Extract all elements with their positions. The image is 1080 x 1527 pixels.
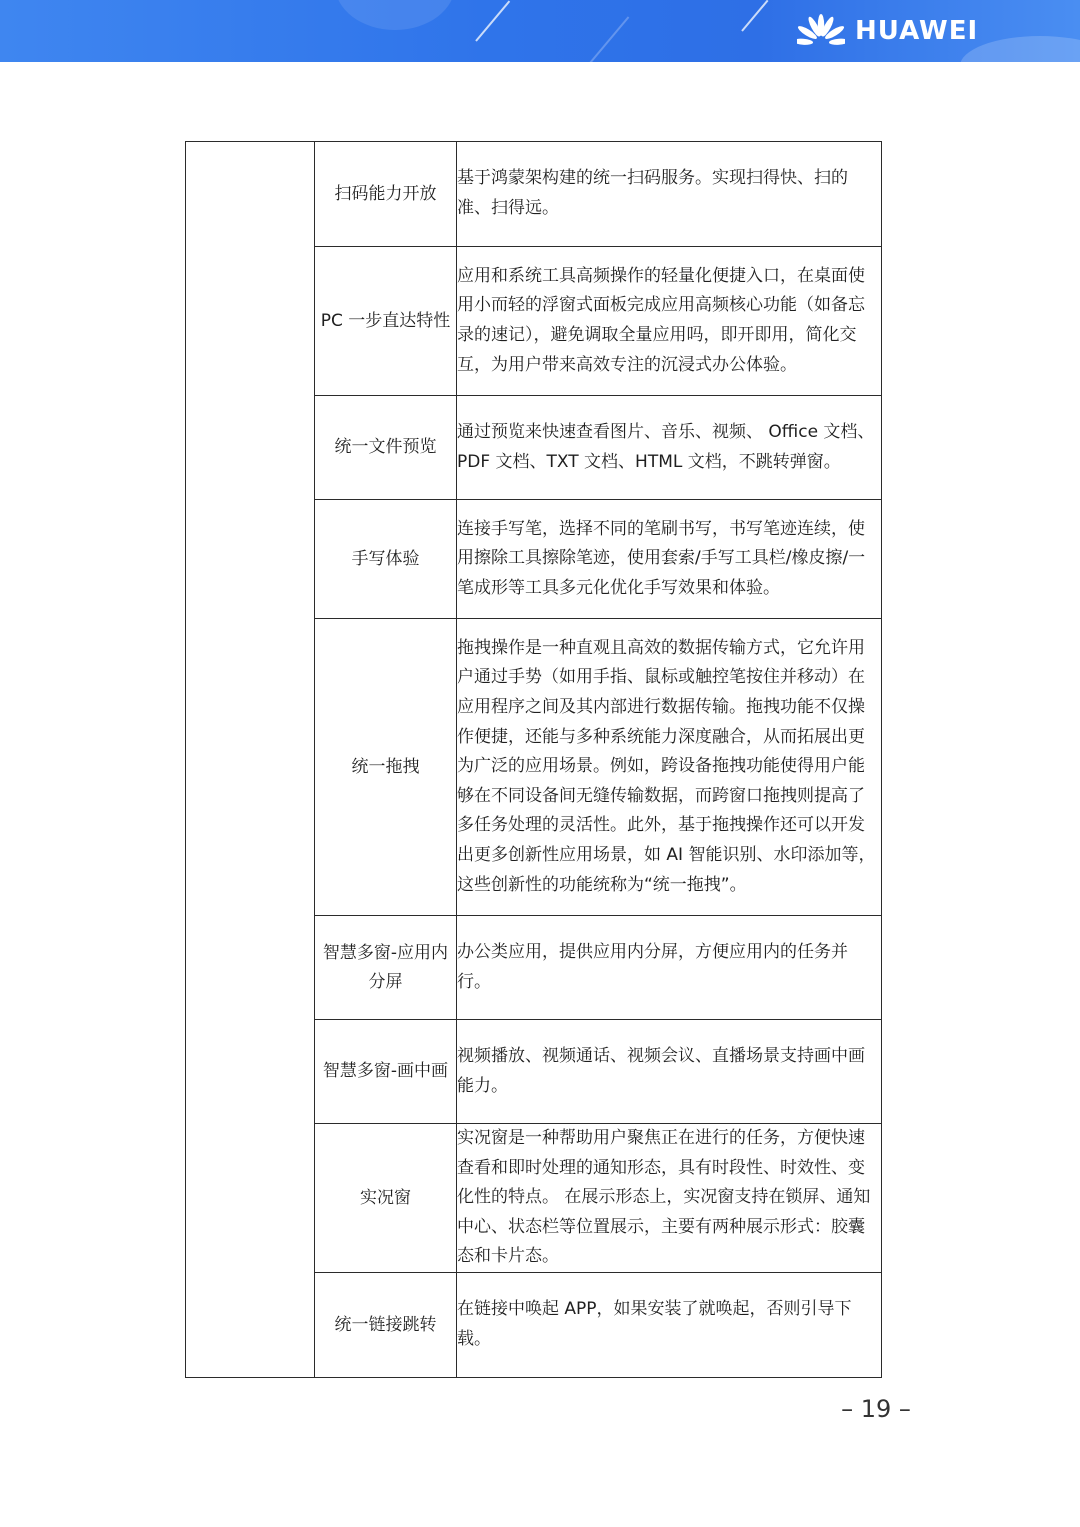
feature-description-cell: 实况窗是一种帮助用户聚焦正在进行的任务，方便快速查看和即时处理的通知形态，具有时段性、时效性、变化性的特点。 在展示形态上，实况窗支持在锁屏、通知中心、状态栏等位置展示，主要有两种展示形式：胶囊态和卡片态。 xyxy=(457,1124,882,1273)
feature-description-cell: 视频播放、视频通话、视频会议、直播场景支持画中画能力。 xyxy=(457,1020,882,1124)
brand-name: HUAWEI xyxy=(855,16,979,46)
feature-name-cell: PC 一步直达特性 xyxy=(315,247,457,396)
feature-description-cell: 通过预览来快速查看图片、音乐、视频、 Office 文档、PDF 文档、TXT 文档、HTML 文档，不跳转弹窗。 xyxy=(457,396,882,500)
page-number: – 19 – xyxy=(841,1395,911,1423)
table-row xyxy=(186,142,882,247)
banner-decoration-circle xyxy=(335,0,455,30)
banner-decoration-line xyxy=(475,1,510,42)
feature-description-cell: 办公类应用，提供应用内分屏，方便应用内的任务并行。 xyxy=(457,916,882,1020)
banner-decoration-line xyxy=(741,0,768,32)
feature-name-cell: 手写体验 xyxy=(315,500,457,619)
feature-name-cell: 统一拖拽 xyxy=(315,619,457,916)
feature-name-cell: 智慧多窗-画中画 xyxy=(315,1020,457,1124)
category-cell xyxy=(186,142,315,1378)
huawei-brand xyxy=(797,12,978,50)
header-banner xyxy=(0,0,1080,62)
feature-description-cell: 在链接中唤起 APP，如果安装了就唤起，否则引导下载。 xyxy=(457,1273,882,1378)
feature-name-cell: 扫码能力开放 xyxy=(315,142,457,247)
feature-description-cell: 基于鸿蒙架构建的统一扫码服务。实现扫得快、扫的准、扫得远。 xyxy=(457,142,882,247)
feature-name-cell: 统一链接跳转 xyxy=(315,1273,457,1378)
huawei-logo-icon xyxy=(797,13,845,49)
feature-description-cell: 连接手写笔，选择不同的笔刷书写，书写笔迹连续，使用擦除工具擦除笔迹，使用套索/手写工具栏/橡皮擦/一笔成形等工具多元化优化手写效果和体验。 xyxy=(457,500,882,619)
feature-description-cell: 应用和系统工具高频操作的轻量化便捷入口，在桌面使用小而轻的浮窗式面板完成应用高频核心功能（如备忘录的速记），避免调取全量应用吗，即开即用，简化交互，为用户带来高效专注的沉浸式办公体验。 xyxy=(457,247,882,396)
feature-description-cell: 拖拽操作是一种直观且高效的数据传输方式，它允许用户通过手势（如用手指、鼠标或触控笔按住并移动）在应用程序之间及其内部进行数据传输。拖拽功能不仅操作便捷，还能与多种系统能力深度融合，从而拓展出更为广泛的应用场景。例如，跨设备拖拽功能使得用户能够在不同设备间无缝传输数据，而跨窗口拖拽则提高了多任务处理的灵活性。此外，基于拖拽操作还可以开发出更多创新性应用场景，如 AI 智能识别、水印添加等，这些创新性的功能统称为“统一拖拽”。 xyxy=(457,619,882,916)
banner-decoration-line xyxy=(589,16,629,62)
feature-table xyxy=(185,141,882,1378)
feature-name-cell: 智慧多窗-应用内分屏 xyxy=(315,916,457,1020)
feature-name-cell: 实况窗 xyxy=(315,1124,457,1273)
feature-name-cell: 统一文件预览 xyxy=(315,396,457,500)
